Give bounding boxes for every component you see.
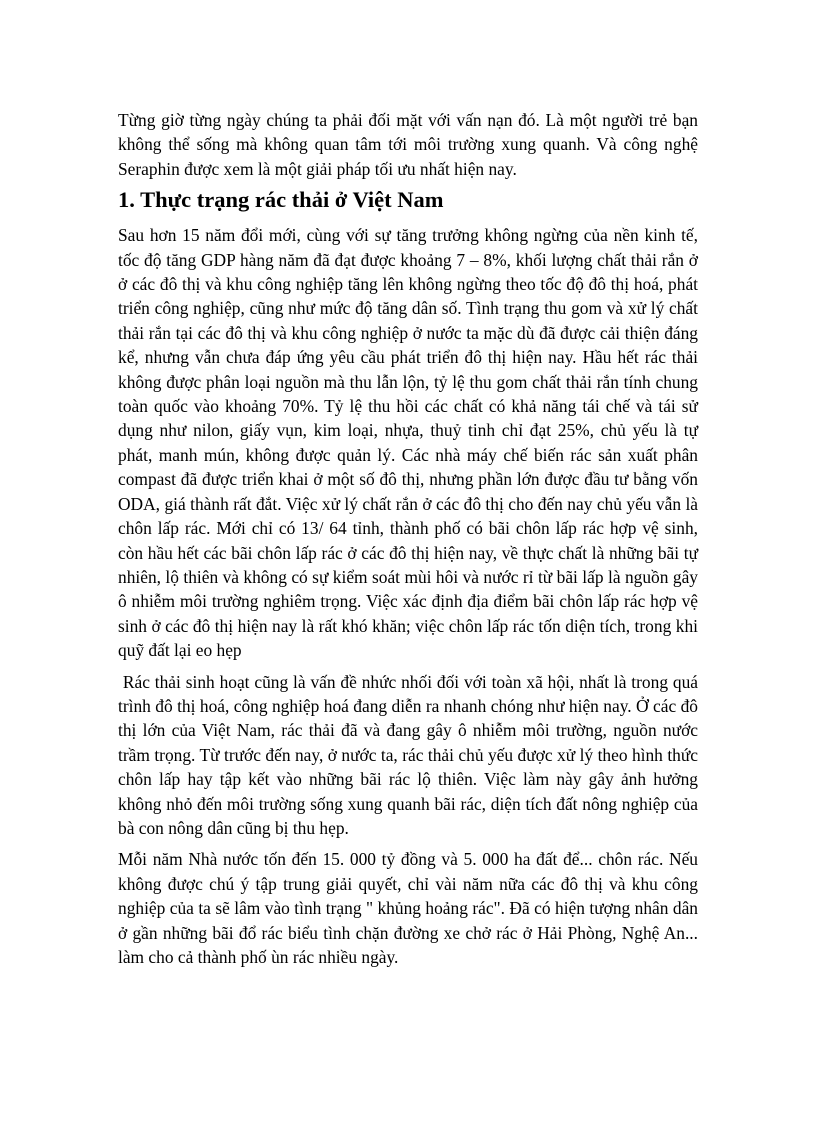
body-paragraph-1: Sau hơn 15 năm đổi mới, cùng với sự tăng trưởng không ngừng của nền kinh tế, tốc độ tăng GDP hàng năm đã đạt được khoảng 7 – 8%, khối lượng chất thải rắn ở ở các đô thị và khu công nghiệp tăng lên không ngừng theo tốc độ đô thị hoá, phát triển công nghiệp, cũng như mức độ tăng dân số. Tình trạng thu gom và xử lý chất thải rắn tại các đô thị và khu công nghiệp ở nước ta mặc dù đã được cải thiện đáng kể, nhưng vẫn chưa đáp ứng yêu cầu phát triển đô thị hiện nay. Hầu hết rác thải không được phân loại nguồn mà thu lẫn lộn, tỷ lệ thu gom chất thải rắn tính chung toàn quốc vào khoảng 70%. Tỷ lệ thu hồi các chất có khả năng tái chế và tái sử dụng như nilon, giấy vụn, kim loại, nhựa, thuỷ tinh chỉ đạt 25%, chủ yếu là tự phát, manh mún, không được quản lý. Các nhà máy chế biến rác sản xuất phân compast đã được triển khai ở một số đô thị, nhưng phần lớn được đầu tư bằng vốn ODA, giá thành rất đắt. Việc xử lý chất rắn ở các đô thị cho đến nay chủ yếu vẫn là chôn lấp rác. Mới chỉ có 13/ 64 tỉnh, thành phố có bãi chôn lấp rác hợp vệ sinh, còn hầu hết các bãi chôn lấp rác ở các đô thị hiện nay, về thực chất là những bãi tự nhiên, lộ thiên và không có sự kiểm soát mùi hôi và nước rỉ từ bãi lấp là nguồn gây ô nhiễm môi trường nghiêm trọng. Việc xác định địa điểm bãi chôn lấp rác hợp vệ sinh ở các đô thị hiện nay là rất khó khăn; việc chôn lấp rác tốn diện tích, trong khi quỹ đất lại eo hẹp	[118, 225, 698, 661]
section-heading: 1. Thực trạng rác thải ở Việt Nam	[118, 187, 444, 213]
body-paragraph-3: Mỗi năm Nhà nước tốn đến 15. 000 tỷ đồng và 5. 000 ha đất để... chôn rác. Nếu không được chú ý tập trung giải quyết, chỉ vài năm nữa các đô thị và khu công nghiệp của ta sẽ lâm vào tình trạng " khủng hoảng rác". Đã có hiện tượng nhân dân ở gần những bãi đổ rác biểu tình chặn đường xe chở rác ở Hải Phòng, Nghệ An... làm cho cả thành phố ùn rác nhiều ngày.	[118, 849, 698, 967]
body-paragraph-2: Rác thải sinh hoạt cũng là vấn đề nhức nhối đối với toàn xã hội, nhất là trong quá trình đô thị hoá, công nghiệp hoá đang diễn ra nhanh chóng như hiện nay. Ở các đô thị lớn của Việt Nam, rác thải đã và đang gây ô nhiễm môi trường, nguồn nước trầm trọng. Từ trước đến nay, ở nước ta, rác thải chủ yếu được xử lý theo hình thức chôn lấp hay tập kết vào những bãi rác lộ thiên. Việc làm này gây ảnh hưởng không nhỏ đến môi trường sống xung quanh bãi rác, diện tích đất nông nghiệp của bà con nông dân cũng bị thu hẹp.	[118, 671, 703, 838]
intro-paragraph: Từng giờ từng ngày chúng ta phải đối mặt với vấn nạn đó. Là một người trẻ bạn không thể sống mà không quan tâm tới môi trường xung quanh. Và công nghệ Seraphin được xem là một giải pháp tối ưu nhất hiện nay.	[118, 110, 698, 179]
document-page	[118, 108, 703, 969]
